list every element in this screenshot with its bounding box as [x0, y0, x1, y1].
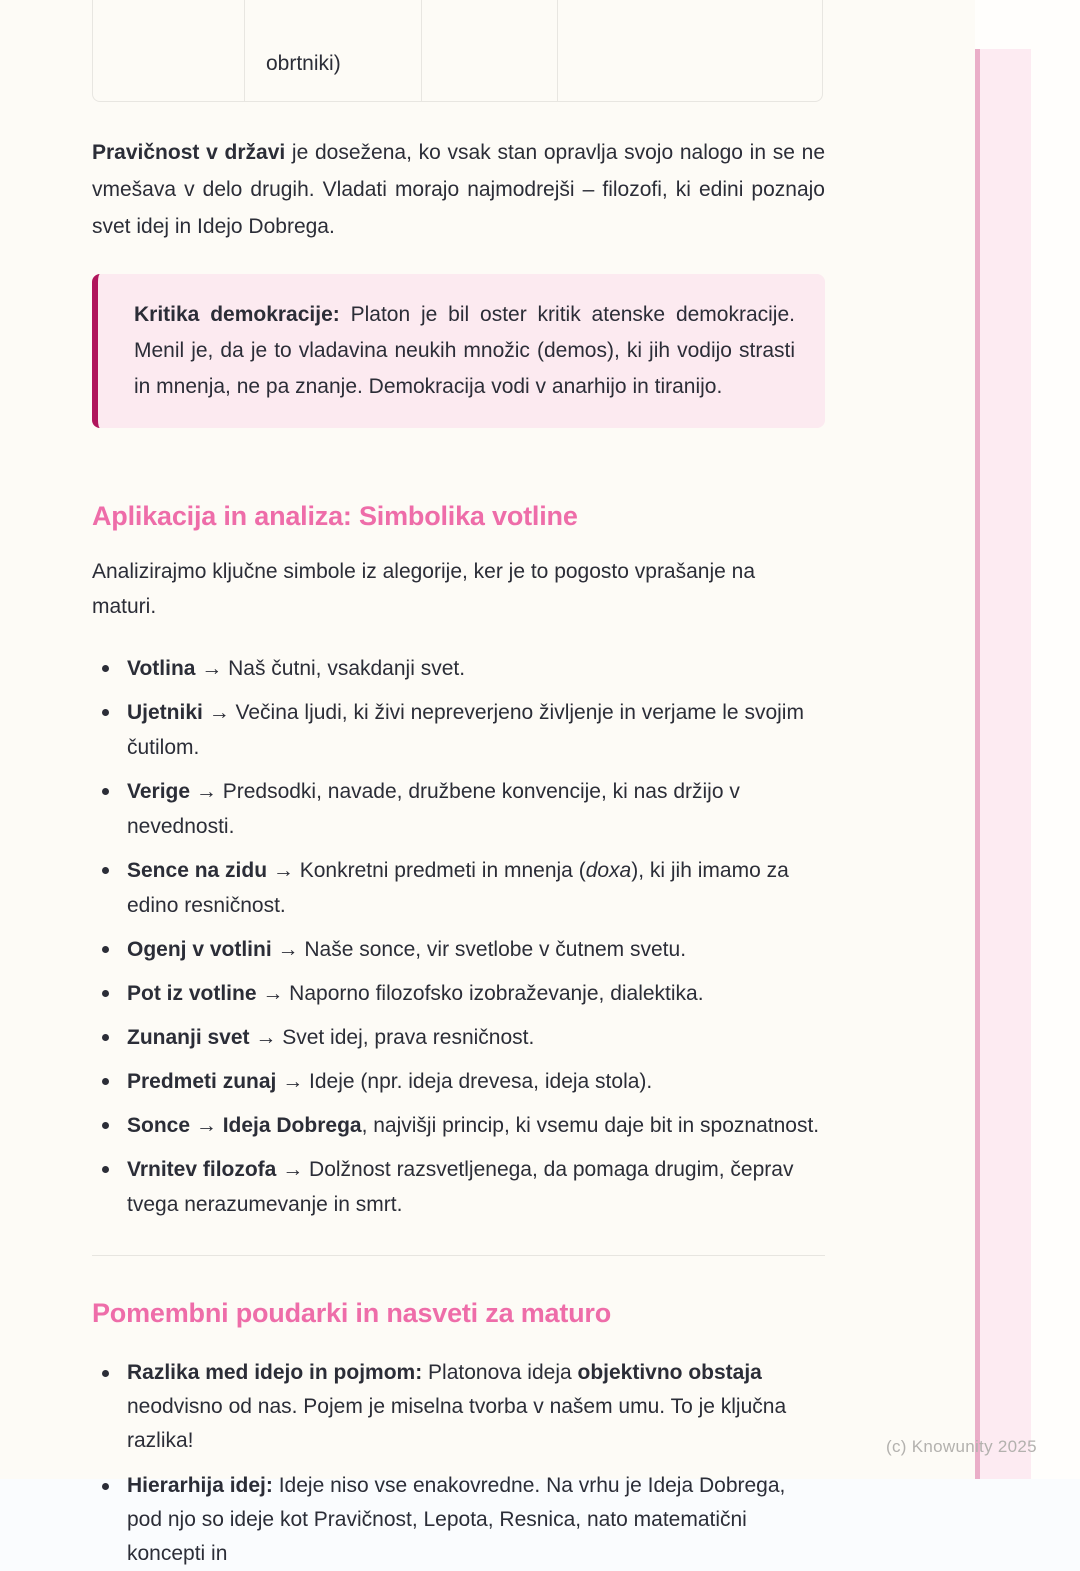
callout-box: [92, 274, 825, 428]
list-item: Ujetniki → Večina ljudi, ki živi nepreverjeno življenje in verjame le svojim čutilom.: [127, 695, 825, 765]
symbols-list: [92, 651, 825, 1222]
section-divider: [92, 1255, 825, 1256]
list-item: Predmeti zunaj → Ideje (npr. ideja drevesa, ideja stola).: [127, 1064, 825, 1099]
list-item: Hierarhija idej: Ideje niso vse enakovredne. Na vrhu je Ideja Dobrega, pod njo so ideje kot Pravičnost, Lepota, Resnica, nato matematični koncepti in: [127, 1469, 825, 1571]
section-title-poudarki: Pomembni poudarki in nasveti za maturo: [92, 1298, 612, 1328]
page-content: [92, 0, 825, 1571]
table-cell-text: obrtniki): [266, 52, 341, 75]
list-item: Votlina → Naš čutni, vsakdanji svet.: [127, 651, 825, 686]
list-item: Vrnitev filozofa → Dolžnost razsvetljenega, da pomaga drugim, čeprav tvega nerazumevanje in smrt.: [127, 1152, 825, 1222]
section-intro-paragraph: Analizirajmo ključne simbole iz alegorije, ker je to pogosto vprašanje na maturi.: [92, 560, 756, 618]
intro-paragraph-lead: Pravičnost v državi: [92, 141, 286, 164]
tips-list: [92, 1356, 825, 1571]
list-item: Sonce → Ideja Dobrega, najvišji princip, ki vsemu daje bit in spoznatnost.: [127, 1108, 825, 1143]
page-edge-ribbon: [975, 49, 1031, 1479]
callout-lead: Kritika demokracije:: [134, 303, 340, 326]
list-item: Razlika med idejo in pojmom: Platonova ideja objektivno obstaja neodvisno od nas. Pojem je miselna tvorba v našem umu. To je ključna razlika!: [127, 1356, 825, 1458]
copyright-watermark: (c) Knowunity 2025: [886, 1437, 1037, 1456]
list-item: Zunanji svet → Svet idej, prava resničnost.: [127, 1020, 825, 1055]
list-item: Verige → Predsodki, navade, družbene konvencije, ki nas držijo v nevednosti.: [127, 774, 825, 844]
list-item: Pot iz votline → Naporno filozofsko izobraževanje, dialektika.: [127, 976, 825, 1011]
list-item: Ogenj v votlini → Naše sonce, vir svetlobe v čutnem svetu.: [127, 932, 825, 967]
intro-paragraph: [92, 0, 825, 245]
callout-body: Platon je bil oster kritik atenske demokracije. Menil je, da je to vladavina neukih množic (demos), ki jih vodijo strasti in mnenja, ne pa znanje. Demokracija vodi v anarhijo in tiranijo.: [134, 303, 795, 398]
intro-paragraph-body: je dosežena, ko vsak stan opravlja svojo nalogo in se ne vmešava v delo drugih. Vladati morajo najmodrejši – filozofi, ki edini poznajo svet idej in Idejo Dobrega.: [92, 141, 825, 238]
section-title-simbolika: Aplikacija in analiza: Simbolika votline: [92, 501, 578, 531]
list-item: Sence na zidu → Konkretni predmeti in mnenja (doxa), ki jih imamo za edino resničnost.: [127, 853, 825, 923]
